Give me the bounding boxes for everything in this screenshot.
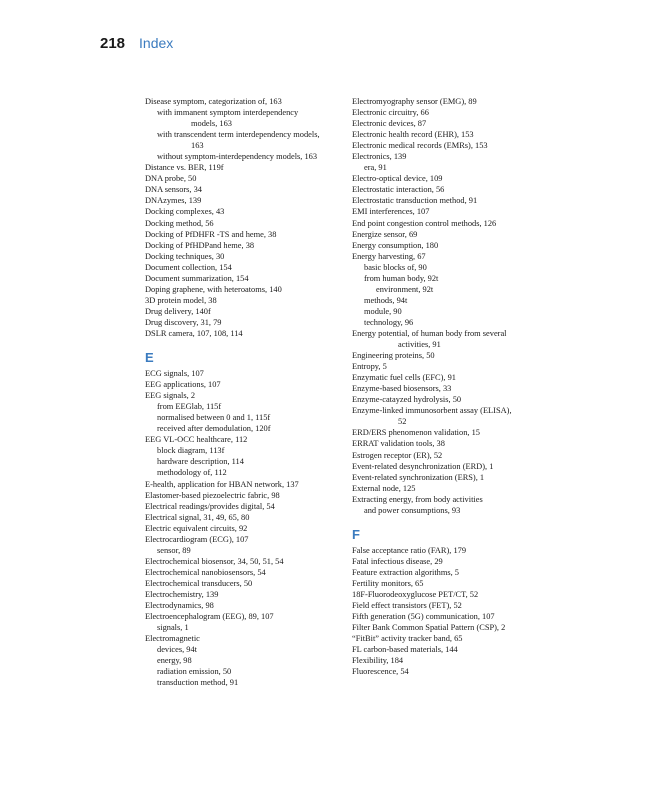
index-entry: Feature extraction algorithms, 5 [352,567,459,577]
index-entry: EMI interferences, 107 [352,207,430,217]
index-entry: Electronic devices, 87 [352,119,427,129]
index-entry: ERRAT validation tools, 38 [352,439,445,449]
section-letter-e: E [145,350,154,366]
index-entry: Engineering proteins, 50 [352,351,435,361]
index-entry: Event-related desynchronization (ERD), 1 [352,461,494,471]
index-entry: End point congestion control methods, 126 [352,218,497,228]
index-subentry: activities, 91 [398,340,441,350]
index-entry: Electrical readings/provides digital, 54 [145,501,275,511]
index-entry: Filter Bank Common Spatial Pattern (CSP), 2 [352,623,506,633]
index-entry: Enzyme-based biosensors, 33 [352,384,452,394]
index-entry: Fatal infectious disease, 29 [352,556,443,566]
index-entry: Docking techniques, 30 [145,251,225,261]
index-entry: Electrochemical transducers, 50 [145,578,253,588]
index-entry: Elastomer-based piezoelectric fabric, 98 [145,490,280,500]
index-subentry: methodology of, 112 [157,468,227,478]
index-entry: Electrodynamics, 98 [145,601,214,611]
index-subentry: signals, 1 [157,623,189,633]
index-subentry: and power consumptions, 93 [364,505,461,515]
index-entry: Enzyme-linked immunosorbent assay (ELISA), [352,406,512,416]
index-subentry: methods, 94t [364,295,408,305]
index-entry: FL carbon-based materials, 144 [352,645,458,655]
index-entry: Document summarization, 154 [145,273,249,283]
index-entry: Electrochemical biosensor, 34, 50, 51, 54 [145,556,284,566]
index-entry: Energy harvesting, 67 [352,251,426,261]
index-entry: Electrical signal, 31, 49, 65, 80 [145,512,250,522]
index-subentry: basic blocks of, 90 [364,262,427,272]
index-entry: ECG signals, 107 [145,369,204,379]
index-subentry: era, 91 [364,163,387,173]
index-entry: DNAzymes, 139 [145,196,202,206]
index-entry: “FitBit” activity tracker band, 65 [352,634,463,644]
index-entry: Fifth generation (5G) communication, 107 [352,612,495,622]
index-entry: EEG VL-OCC healthcare, 112 [145,435,248,445]
index-entry: EEG signals, 2 [145,391,196,401]
index-entry: Electrocardiogram (ECG), 107 [145,534,249,544]
index-entry: DSLR camera, 107, 108, 114 [145,328,243,338]
index-subentry: sensor, 89 [157,545,191,555]
index-subentry: transduction method, 91 [157,678,239,688]
index-entry: DNA probe, 50 [145,174,197,184]
index-subentry: with transcendent term interdependency models, [157,130,320,140]
index-entry: Electrostatic interaction, 56 [352,185,445,195]
index-subentry: without symptom-interdependency models, 163 [157,152,318,162]
index-entry: Electronic circuitry, 66 [352,108,429,118]
index-entry: Electromyography sensor (EMG), 89 [352,97,477,106]
index-entry: EEG applications, 107 [145,380,221,390]
index-subentry: energy, 98 [157,656,192,666]
index-entry: 3D protein model, 38 [145,295,217,305]
index-entry: Drug discovery, 31, 79 [145,317,222,327]
index-column-left [145,96,341,688]
index-entry: Disease symptom, categorization of, 163 [145,97,282,106]
index-entry: Document collection, 154 [145,262,232,272]
index-subentry: 52 [398,417,407,427]
index-entry: Electromagnetic [145,634,200,644]
index-subentry: technology, 96 [364,317,414,327]
index-entry: Electrochemistry, 139 [145,589,219,599]
index-subentry: from human body, 92t [364,273,439,283]
section-letter-f: F [352,526,360,542]
index-entry: External node, 125 [352,483,416,493]
index-entry: Energy potential, of human body from several [352,328,507,338]
index-subentry: normalised between 0 and 1, 115f [157,413,271,423]
index-entry: Fertility monitors, 65 [352,578,424,588]
index-entry: Docking complexes, 43 [145,207,225,217]
index-entry: Docking of PfHDPand heme, 38 [145,240,255,250]
index-entry: ERD/ERS phenomenon validation, 15 [352,428,480,438]
index-entry: Electrostatic transduction method, 91 [352,196,478,206]
index-entry: Extracting energy, from body activities [352,494,483,504]
index-entry: Estrogen receptor (ER), 52 [352,450,443,460]
index-subentry: radiation emission, 50 [157,667,232,677]
index-subentry: received after demodulation, 120f [157,424,271,434]
index-subentry: from EEGlab, 115f [157,402,222,412]
index-entry: Electro-optical device, 109 [352,174,443,184]
index-subentry: block diagram, 113f [157,446,225,456]
index-entry: Entropy, 5 [352,362,387,372]
index-entry: E-health, application for HBAN network, 137 [145,479,299,489]
page-number: 218 [100,35,126,52]
index-entry: Electrochemical nanobiosensors, 54 [145,567,266,577]
index-entry: Fluorescence, 54 [352,667,409,677]
index-entry: Electroencephalogram (EEG), 89, 107 [145,612,274,622]
index-subentry: environment, 92t [376,284,434,294]
index-entry: Field effect transistors (FET), 52 [352,601,462,611]
index-entry: Doping graphene, with heteroatoms, 140 [145,284,282,294]
index-subentry: module, 90 [364,306,402,316]
index-entry: Energy consumption, 180 [352,240,439,250]
index-entry: Drug delivery, 140f [145,306,211,316]
running-head [100,35,173,52]
index-entry: Distance vs. BER, 119f [145,163,224,173]
index-entry: Flexibility, 184 [352,656,404,666]
index-entry: Docking method, 56 [145,218,214,228]
index-entry: Electric equivalent circuits, 92 [145,523,248,533]
index-entry: Docking of PfDHFR -TS and heme, 38 [145,229,277,239]
index-entry: 18F-Fluorodeoxyglucose PET/CT, 52 [352,589,479,599]
index-subentry: hardware description, 114 [157,457,244,467]
index-entry: Electronic medical records (EMRs), 153 [352,141,488,151]
index-entry: DNA sensors, 34 [145,185,202,195]
index-entry: Energize sensor, 69 [352,229,418,239]
index-subentry: 163 [191,141,204,151]
running-title: Index [139,35,174,51]
index-subentry: devices, 94t [157,645,198,655]
index-entry: Enzymatic fuel cells (EFC), 91 [352,373,456,383]
index-entry: Electronics, 139 [352,152,407,162]
index-entry: Event-related synchronization (ERS), 1 [352,472,485,482]
index-subentry: with immanent symptom interdependency [157,108,299,118]
index-subentry: models, 163 [191,119,232,129]
index-column-right [352,96,552,677]
index-entry: Enzyme-catayzed hydrolysis, 50 [352,395,462,405]
index-entry: Electronic health record (EHR), 153 [352,130,474,140]
index-entry: False acceptance ratio (FAR), 179 [352,545,467,555]
